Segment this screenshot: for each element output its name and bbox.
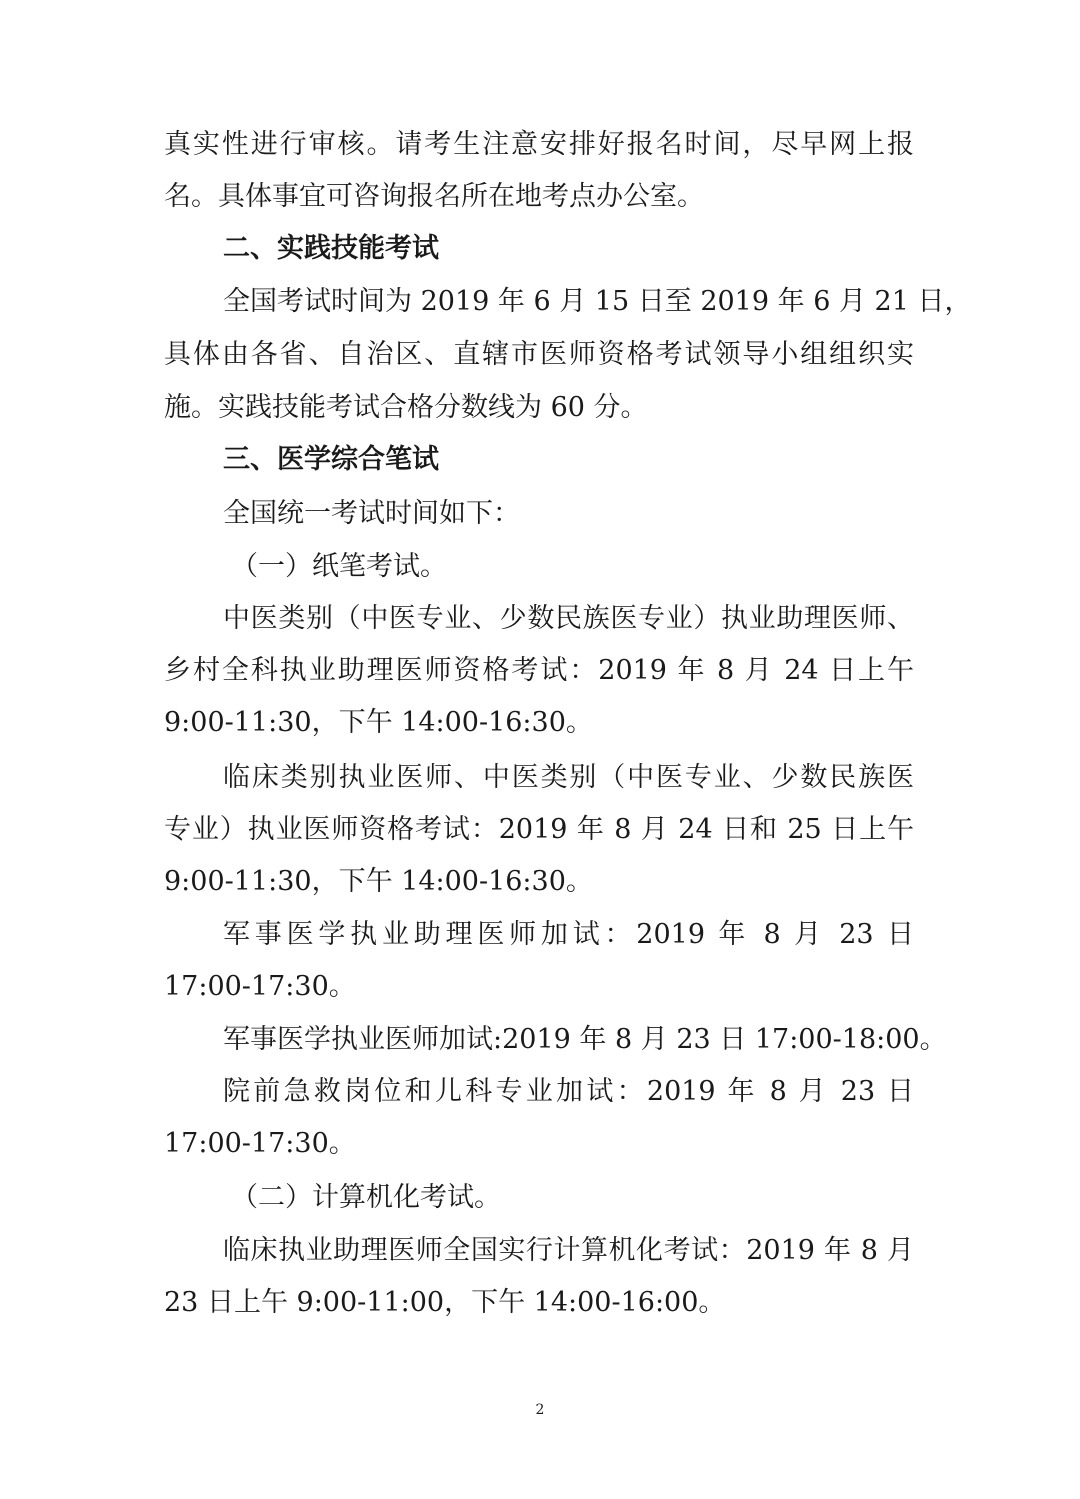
paragraph-line: 9:00-11:30，下午 14:00-16:30。 [164, 866, 593, 897]
paragraph-line: 真实性进行审核。请考生注意安排好报名时间，尽早网上报 [164, 129, 914, 160]
paragraph-line: 临床类别执业医师、中医类别（中医专业、少数民族医 [223, 762, 914, 793]
paragraph-line: 23 日上午 9:00-11:00，下午 14:00-16:00。 [164, 1287, 726, 1318]
paragraph-line: 军事医学执业医师加试:2019 年 8 月 23 日 17:00-18:00。 [223, 1024, 947, 1055]
paragraph-line: 临床执业助理医师全国实行计算机化考试：2019 年 8 月 [223, 1235, 914, 1266]
section-heading-practical-skills: 二、实践技能考试 [223, 233, 439, 264]
paragraph-line: 院前急救岗位和儿科专业加试：2019 年 8 月 23 日 [223, 1076, 914, 1107]
subsection-heading-paper-exam: （一）纸笔考试。 [231, 551, 447, 582]
paragraph-line: 施。实践技能考试合格分数线为 60 分。 [164, 392, 648, 423]
paragraph-line: 乡村全科执业助理医师资格考试：2019 年 8 月 24 日上午 [164, 655, 914, 686]
paragraph-line: 具体由各省、自治区、直辖市医师资格考试领导小组组织实 [164, 339, 914, 370]
paragraph-line: 中医类别（中医专业、少数民族医专业）执业助理医师、 [223, 603, 914, 634]
paragraph-line: 9:00-11:30，下午 14:00-16:30。 [164, 707, 593, 738]
paragraph-line: 名。具体事宜可咨询报名所在地考点办公室。 [164, 181, 704, 212]
paragraph-line: 17:00-17:30。 [164, 971, 356, 1002]
paragraph-line: 军事医学执业助理医师加试：2019 年 8 月 23 日 [223, 919, 914, 950]
paragraph-line: 全国考试时间为 2019 年 6 月 15 日至 2019 年 6 月 21 日， [223, 286, 972, 317]
paragraph-line: 17:00-17:30。 [164, 1128, 356, 1159]
paragraph-line: 全国统一考试时间如下： [223, 498, 520, 529]
paragraph-line: 专业）执业医师资格考试：2019 年 8 月 24 日和 25 日上午 [164, 814, 914, 845]
page-number: 2 [535, 1402, 545, 1418]
section-heading-written-exam: 三、医学综合笔试 [223, 444, 439, 475]
subsection-heading-computer-exam: （二）计算机化考试。 [231, 1182, 501, 1213]
